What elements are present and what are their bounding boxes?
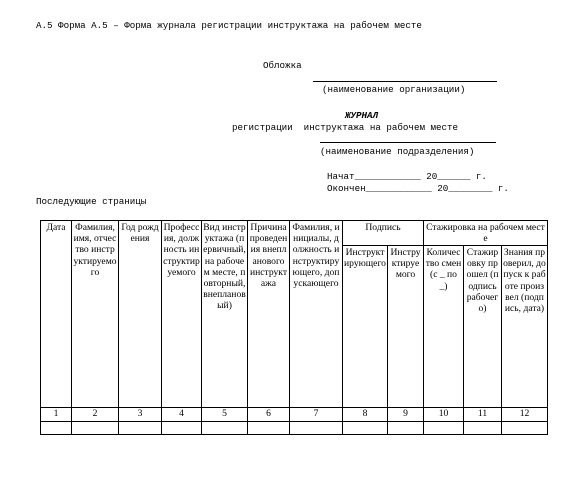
dept-name-line bbox=[320, 142, 496, 143]
table-cell bbox=[464, 422, 502, 435]
col-number: 12 bbox=[502, 408, 548, 422]
dept-caption: (наименование подразделения) bbox=[320, 146, 475, 157]
journal-subtitle: регистрации инструктажа на рабочем месте bbox=[232, 122, 459, 133]
cover-label: Обложка bbox=[263, 60, 302, 71]
table-cell bbox=[502, 422, 548, 435]
table-cell bbox=[424, 422, 464, 435]
document-heading: А.5 Форма А.5 – Форма журнала регистрации инструктажа на рабочем месте bbox=[36, 20, 422, 31]
col-group-internship: Стажировка на рабочем месте bbox=[424, 221, 548, 246]
col-number: 7 bbox=[290, 408, 343, 422]
col-header-instructor-signature: Инструктирующего bbox=[343, 246, 388, 408]
journal-title: ЖУРНАЛ bbox=[345, 110, 379, 121]
started-line: Начат____________ 20______ г. bbox=[327, 171, 487, 182]
col-group-signature: Подпись bbox=[343, 221, 424, 246]
col-number: 10 bbox=[424, 408, 464, 422]
table-cell bbox=[119, 422, 162, 435]
table-empty-row bbox=[41, 422, 548, 435]
col-header-full-name: Фамилия, имя, отчество инструктируемого bbox=[72, 221, 119, 408]
col-header-date: Дата bbox=[41, 221, 72, 408]
col-number: 2 bbox=[72, 408, 119, 422]
org-name-line bbox=[313, 81, 497, 82]
table-cell bbox=[343, 422, 388, 435]
col-header-instructor-name: Фамилия, инициалы, должность инструктирующего, допускающего bbox=[290, 221, 343, 408]
col-header-knowledge-checked: Знания проверил, допуск к работе произвел (подпись, дата) bbox=[502, 246, 548, 408]
col-number: 3 bbox=[119, 408, 162, 422]
col-header-trainee-signature: Инструктируемого bbox=[388, 246, 424, 408]
table-header-row-1 bbox=[41, 221, 548, 246]
next-pages-label: Последующие страницы bbox=[36, 196, 147, 207]
table-cell bbox=[72, 422, 119, 435]
table-cell bbox=[162, 422, 202, 435]
col-number: 9 bbox=[388, 408, 424, 422]
col-number: 8 bbox=[343, 408, 388, 422]
table-cell bbox=[248, 422, 290, 435]
org-caption: (наименование организации) bbox=[322, 84, 466, 95]
col-header-internship-passed: Стажировку прошел (подпись рабочего) bbox=[464, 246, 502, 408]
table-cell bbox=[388, 422, 424, 435]
ended-line: Окончен____________ 20________ г. bbox=[327, 183, 509, 194]
col-number: 1 bbox=[41, 408, 72, 422]
col-header-birth-year: Год рождения bbox=[119, 221, 162, 408]
col-header-shift-count: Количество смен (с _ по _) bbox=[424, 246, 464, 408]
table-number-row bbox=[41, 408, 548, 422]
col-number: 6 bbox=[248, 408, 290, 422]
table-cell bbox=[41, 422, 72, 435]
journal-table bbox=[40, 220, 548, 435]
col-number: 4 bbox=[162, 408, 202, 422]
col-header-unscheduled-reason: Причина проведения внепланового инструктажа bbox=[248, 221, 290, 408]
table-cell bbox=[290, 422, 343, 435]
col-number: 5 bbox=[202, 408, 248, 422]
col-header-profession: Профессия, должность инструктируемого bbox=[162, 221, 202, 408]
col-number: 11 bbox=[464, 408, 502, 422]
col-header-briefing-type: Вид инструктажа (первичный, на рабочем месте, повторный, внеплановый) bbox=[202, 221, 248, 408]
table-cell bbox=[202, 422, 248, 435]
